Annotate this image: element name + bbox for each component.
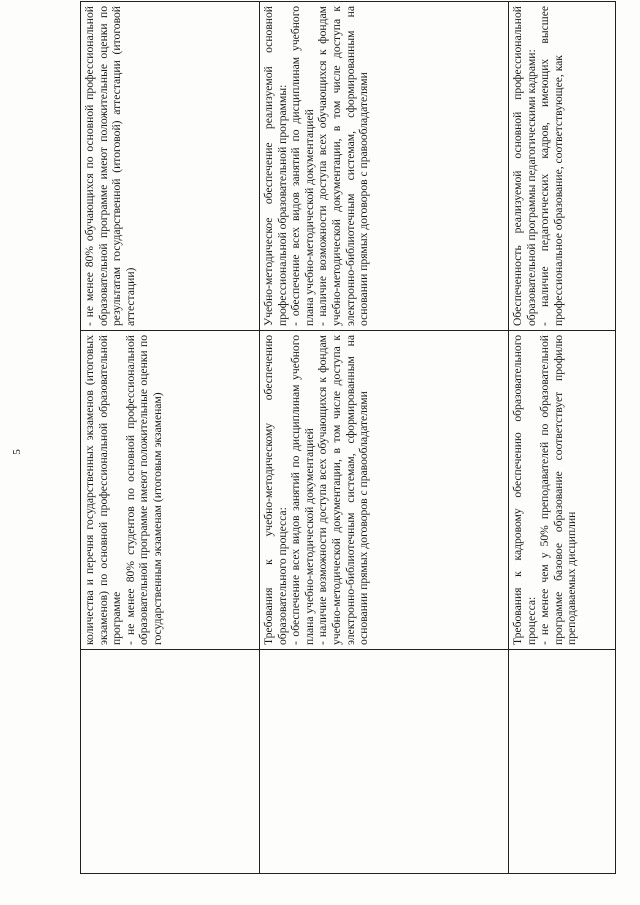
cell-paragraph: - обеспечение всех видов занятий по дисциплинам учебного плана учебно-методической документацией [289, 6, 316, 326]
page-number: 5 [10, 449, 23, 455]
cell-paragraph: - не менее чем у 50% преподавателей по образовательной программе базовое образование соответствует профилю преподаваемых дисциплин [538, 335, 579, 645]
table-row [81, 2, 260, 874]
table-cell-requirement [509, 331, 616, 650]
cell-paragraph: - обеспечение всех видов занятий по дисциплинам учебного плана учебно-методической документацией [289, 335, 316, 645]
table-cell-status [509, 2, 616, 331]
table-row [509, 2, 616, 874]
table-cell-requirement [81, 331, 260, 650]
cell-paragraph: Учебно-методическое обеспечение реализуемой основной профессиональной образовательной программы: [262, 6, 289, 326]
table-row [260, 2, 509, 874]
cell-paragraph: - наличие возможности доступа всех обучающихся к фондам учебно-методической документации, в том числе доступа к электронно-библиотечным системам, сформированным на основании прямых договоров с правообладателями [316, 335, 371, 645]
cell-paragraph: - не менее 80% обучающихся по основной профессиональной образовательной программе имеют положительные оценки по результатам государственной (итоговой) аттестации (итоговой аттестации) [83, 6, 137, 326]
table-cell-status [81, 2, 260, 331]
table-cell-left [81, 650, 260, 874]
cell-paragraph: Обеспеченность реализуемой основной профессиональной образовательной программы педагогическими кадрами: [511, 6, 538, 326]
table-cell-status [260, 2, 509, 331]
requirements-table [80, 1, 616, 874]
cell-paragraph: количества и перечня государственных экзаменов (итоговых экзаменов) по основной профессиональной образовательной программе [83, 335, 124, 645]
table-cell-left [509, 650, 616, 874]
cell-paragraph: - не менее 80% студентов по основной профессиональной образовательной программе имеют положительные оценки по государственным экзаменам (итоговым экзаменам) [123, 335, 164, 645]
cell-paragraph: - наличие педагогических кадров, имеющих высшее профессиональное образование, соответствующее, как [538, 6, 565, 326]
table-cell-left [260, 650, 509, 874]
table-cell-requirement [260, 331, 509, 650]
cell-paragraph: Требования к кадровому обеспечению образовательного процесса: [511, 335, 538, 645]
rotated-table-container [80, 6, 600, 874]
cell-paragraph: Требования к учебно-методическому обеспечению образовательного процесса: [262, 335, 289, 645]
cell-paragraph: - наличие возможности доступа всех обучающихся к фондам учебно-методической документации, в том числе доступа к электронно-библиотечным системам, сформированным на основании прямых договоров с правообладателями [316, 6, 371, 326]
